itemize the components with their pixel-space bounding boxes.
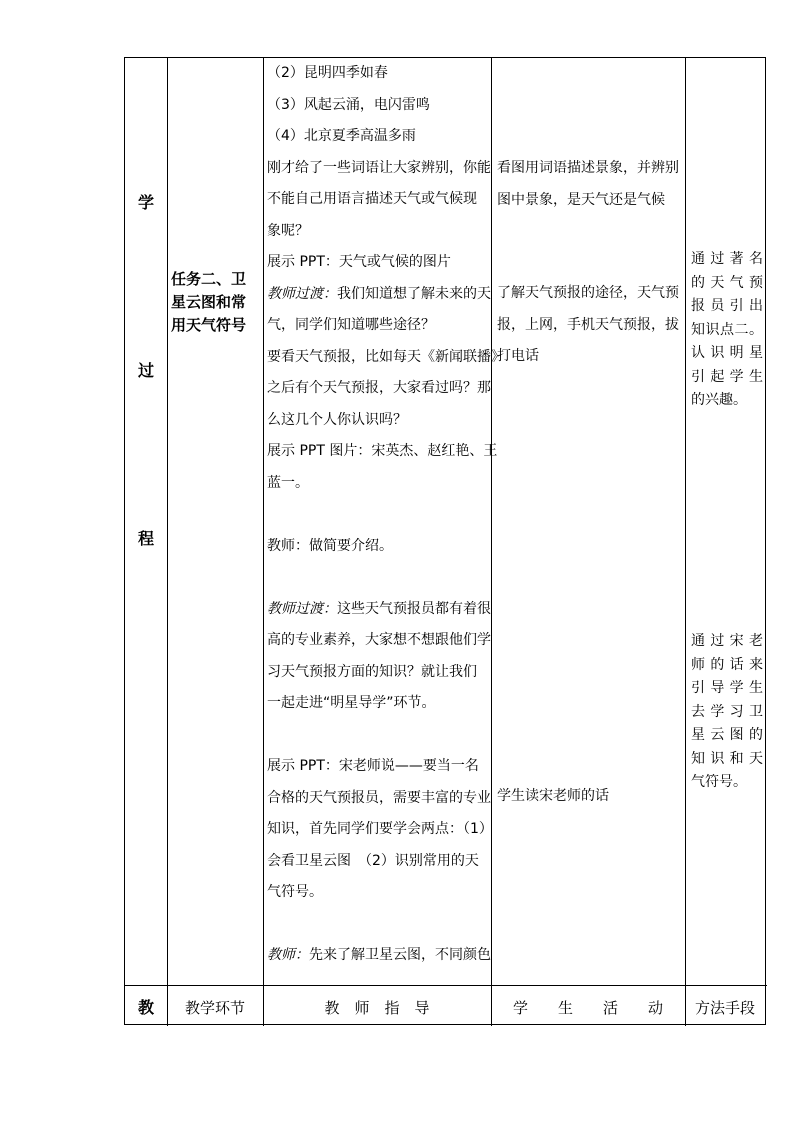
method-line: 通过著名 bbox=[691, 251, 763, 267]
divider bbox=[491, 58, 492, 1026]
activity-line: 报，上网，手机天气预报，拔 bbox=[497, 316, 679, 333]
guidance-line: （2）昆明四季如春 bbox=[267, 65, 388, 81]
guidance-line: 知识，首先同学们要学会两点：（1） bbox=[267, 821, 493, 837]
guidance-line: （4）北京夏季高温多雨 bbox=[267, 128, 416, 144]
lesson-table bbox=[124, 57, 766, 1025]
method-line: 师的话来 bbox=[691, 656, 763, 673]
activity-line: 打电话 bbox=[497, 348, 539, 364]
guidance-line: 刚才给了一些词语让大家辨别，你能 bbox=[267, 159, 491, 176]
method-line: 去学习卫 bbox=[691, 703, 763, 720]
guidance-line: 展示 PPT 图片：宋英杰、赵红艳、王 bbox=[267, 443, 498, 459]
activity-line: 看图用词语描述景象，并辨别 bbox=[497, 160, 679, 176]
guidance-line: 象呢？ bbox=[267, 222, 309, 239]
guidance-line: 要看天气预报，比如每天《新闻联播》 bbox=[267, 348, 505, 365]
divider bbox=[167, 58, 168, 1026]
guidance-text: 这些天气预报员都有着很 bbox=[337, 600, 491, 617]
guidance-line: 习天气预报方面的知识？就让我们 bbox=[267, 663, 477, 680]
method-line: 报员引出 bbox=[691, 298, 763, 314]
guidance-text: 我们知道想了解未来的天 bbox=[337, 285, 491, 302]
task-line: 用天气符号 bbox=[171, 316, 247, 334]
method-line: 知识和天 bbox=[691, 750, 763, 767]
guidance-line: 展示 PPT：宋老师说——要当一名 bbox=[267, 758, 479, 774]
guidance-line bbox=[267, 940, 489, 972]
method-line: 引导学生 bbox=[691, 680, 763, 696]
method-line: 引起学生 bbox=[691, 368, 763, 385]
method-block-1 bbox=[691, 248, 763, 413]
footer-col4: 学 生 活 动 bbox=[512, 999, 663, 1017]
method-line: 认识明星 bbox=[691, 345, 763, 361]
task-title bbox=[171, 268, 257, 337]
guidance-line: 会看卫星云图 （2）识别常用的天 bbox=[267, 852, 479, 869]
footer-col5: 方法手段 bbox=[694, 999, 755, 1017]
divider bbox=[685, 58, 686, 1026]
guidance-line bbox=[267, 279, 489, 311]
activity-line: 图中景象，是天气还是气候 bbox=[497, 191, 665, 208]
guidance-line bbox=[267, 594, 489, 626]
guidance-line: 蓝一。 bbox=[267, 474, 309, 491]
blank-line bbox=[267, 909, 489, 941]
transition-label: 教师过渡： bbox=[267, 285, 337, 302]
divider bbox=[125, 985, 767, 986]
guidance-line: 气符号。 bbox=[267, 884, 323, 900]
footer-col2: 教学环节 bbox=[184, 999, 245, 1017]
guidance-line: 气，同学们知道哪些途径？ bbox=[267, 317, 435, 333]
footer-col1: 教 bbox=[137, 998, 154, 1017]
blank-line bbox=[267, 562, 489, 594]
column-label-char: 程 bbox=[137, 529, 154, 548]
method-line: 通过宋老 bbox=[691, 633, 763, 649]
student-activity-2 bbox=[497, 278, 683, 373]
student-activity-3 bbox=[497, 781, 683, 813]
divider bbox=[263, 58, 264, 1026]
guidance-line: 展示 PPT：天气或气候的图片 bbox=[267, 254, 451, 270]
task-line: 任务二、卫 bbox=[171, 270, 247, 288]
method-block-2 bbox=[691, 630, 763, 795]
blank-line bbox=[267, 720, 489, 752]
column-label-char: 学 bbox=[137, 193, 154, 212]
guidance-line: 之后有个天气预报，大家看过吗？那 bbox=[267, 380, 491, 396]
task-line: 星云图和常 bbox=[171, 293, 247, 311]
method-line: 知识点二。 bbox=[691, 321, 763, 338]
column-label-char: 过 bbox=[137, 361, 154, 380]
guidance-line: 不能自己用语言描述天气或气候现 bbox=[267, 191, 477, 207]
method-line: 星云图的 bbox=[691, 727, 763, 743]
guidance-line: 一起走进“明星导学”环节。 bbox=[267, 695, 436, 711]
guidance-line: 高的专业素养，大家想不想跟他们学 bbox=[267, 632, 491, 648]
activity-line: 了解天气预报的途径，天气预 bbox=[497, 285, 679, 301]
blank-line bbox=[267, 499, 489, 531]
method-line: 的天气预 bbox=[691, 274, 763, 291]
footer-col3: 教 师 指 导 bbox=[324, 999, 430, 1017]
teacher-guidance bbox=[267, 58, 505, 972]
guidance-line: 合格的天气预报员，需要丰富的专业 bbox=[267, 789, 491, 806]
guidance-line: （3）风起云涌，电闪雷鸣 bbox=[267, 96, 430, 113]
method-line: 气符号。 bbox=[691, 774, 747, 790]
transition-label: 教师过渡： bbox=[267, 600, 337, 617]
teacher-label: 教师： bbox=[267, 947, 309, 963]
guidance-text: 先来了解卫星云图，不同颜色 bbox=[309, 947, 491, 963]
activity-line: 学生读宋老师的话 bbox=[497, 788, 609, 804]
guidance-line: 么这几个人你认识吗？ bbox=[267, 411, 407, 428]
student-activity-1 bbox=[497, 153, 683, 216]
guidance-line: 教师：做简要介绍。 bbox=[267, 537, 393, 554]
method-line: 的兴趣。 bbox=[691, 392, 747, 408]
